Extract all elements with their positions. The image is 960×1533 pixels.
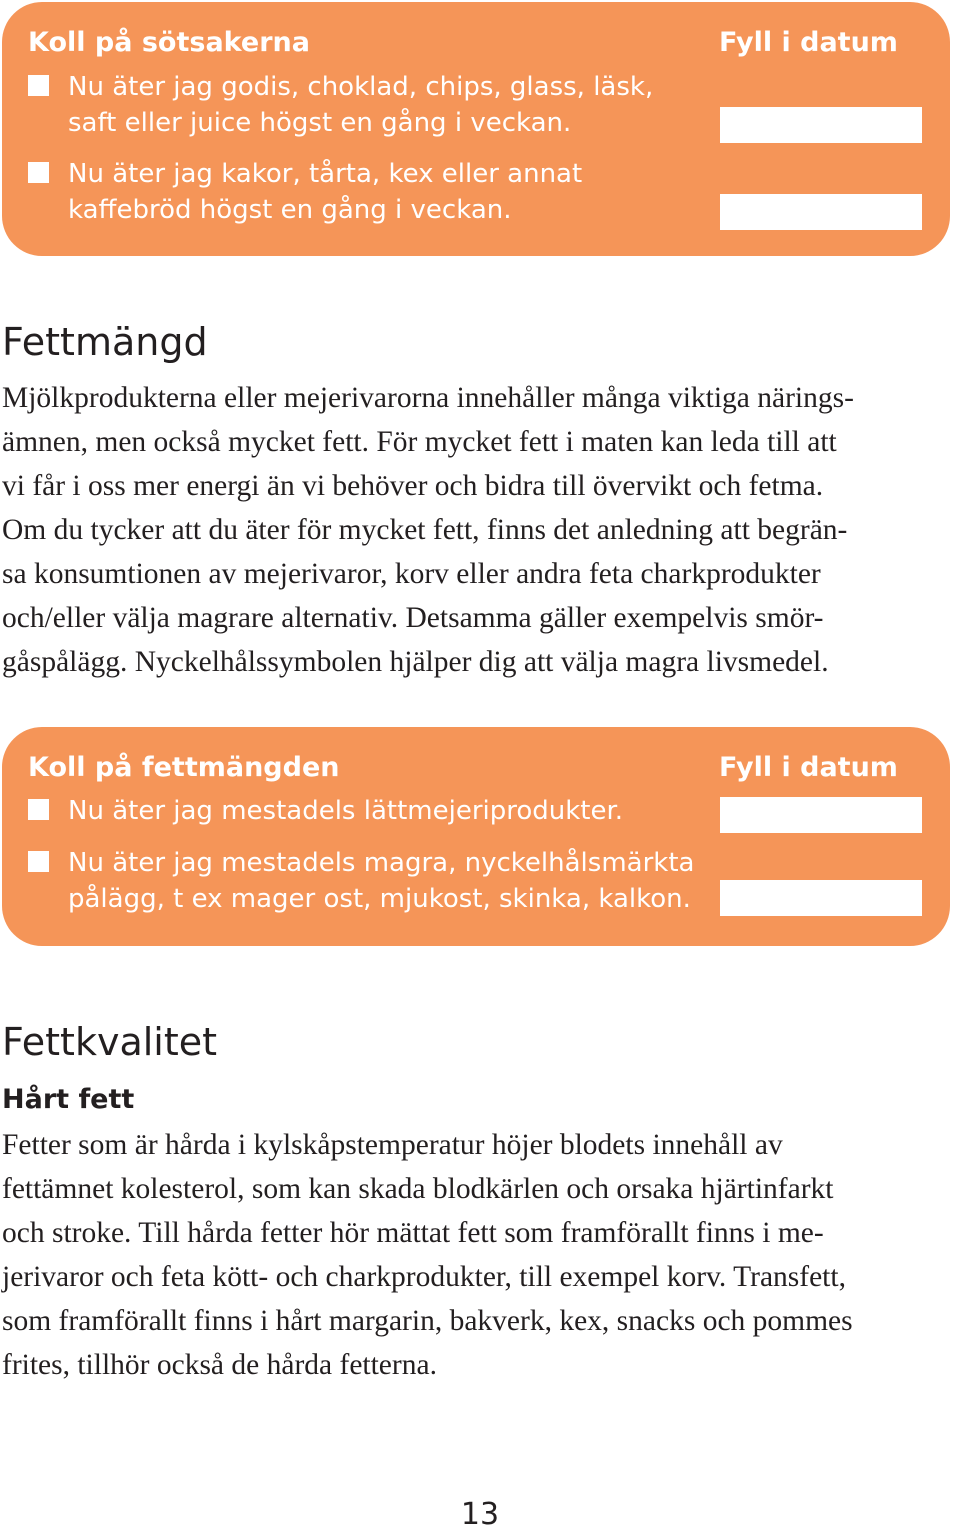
fat-box-title: Koll på fettmängden bbox=[28, 752, 340, 783]
paragraph-line: jerivaror och feta kött- och charkprodukter, till exempel korv. Transfett, bbox=[2, 1261, 846, 1293]
sweets-check-item bbox=[28, 69, 653, 141]
fat-amount-paragraph bbox=[2, 376, 954, 684]
paragraph-line: sa konsumtionen av mejerivaror, korv eller andra feta charkprodukter bbox=[2, 558, 821, 590]
sweets-box-title: Koll på sötsakerna bbox=[28, 27, 310, 58]
checkbox[interactable] bbox=[28, 799, 49, 820]
paragraph-line: ämnen, men också mycket fett. För mycket fett i maten kan leda till att bbox=[2, 426, 837, 458]
paragraph-line: gåspålägg. Nyckelhålssymbolen hjälper dig att välja magra livsmedel. bbox=[2, 646, 829, 678]
fat-amount-heading: Fettmängd bbox=[2, 320, 208, 364]
check-item-text: Nu äter jag kakor, tårta, kex eller annat kaffebröd högst en gång i veckan. bbox=[68, 159, 583, 225]
sweets-date-label: Fyll i datum bbox=[719, 27, 898, 58]
date-field[interactable] bbox=[720, 797, 922, 833]
check-item-text: Nu äter jag mestadels lättmejeriprodukter. bbox=[68, 796, 624, 826]
date-field[interactable] bbox=[720, 194, 922, 230]
fat-date-label: Fyll i datum bbox=[719, 752, 898, 783]
paragraph-line: Om du tycker att du äter för mycket fett, finns det anledning att begrän- bbox=[2, 514, 848, 546]
date-field[interactable] bbox=[720, 107, 922, 143]
paragraph-line: Fetter som är hårda i kylskåpstemperatur höjer blodets innehåll av bbox=[2, 1129, 783, 1161]
checkbox[interactable] bbox=[28, 75, 49, 96]
fat-quality-paragraph bbox=[2, 1123, 954, 1387]
fat-check-item bbox=[28, 845, 694, 917]
paragraph-line: och/eller välja magrare alternativ. Detsamma gäller exempelvis smör- bbox=[2, 602, 824, 634]
fat-quality-heading: Fettkvalitet bbox=[2, 1020, 218, 1064]
sweets-check-item bbox=[28, 156, 582, 228]
paragraph-line: och stroke. Till hårda fetter hör mättat fett som framförallt finns i me- bbox=[2, 1217, 824, 1249]
sweets-checklist-box bbox=[2, 2, 950, 256]
paragraph-line: vi får i oss mer energi än vi behöver och bidra till övervikt och fetma. bbox=[2, 470, 824, 502]
checkbox[interactable] bbox=[28, 851, 49, 872]
page-number: 13 bbox=[460, 1497, 500, 1532]
paragraph-line: fettämnet kolesterol, som kan skada blodkärlen och orsaka hjärtinfarkt bbox=[2, 1173, 834, 1205]
paragraph-line: Mjölkprodukterna eller mejerivarorna innehåller många viktiga närings- bbox=[2, 382, 854, 414]
check-item-text: Nu äter jag godis, choklad, chips, glass, läsk, saft eller juice högst en gång i veckan. bbox=[68, 72, 654, 138]
checkbox[interactable] bbox=[28, 162, 49, 183]
fat-check-item bbox=[28, 793, 623, 829]
check-item-text: Nu äter jag mestadels magra, nyckelhålsmärkta pålägg, t ex mager ost, mjukost, skinka, kalkon. bbox=[68, 848, 695, 914]
date-field[interactable] bbox=[720, 880, 922, 916]
fat-checklist-box bbox=[2, 727, 950, 946]
paragraph-line: frites, tillhör också de hårda fetterna. bbox=[2, 1349, 437, 1381]
paragraph-line: som framförallt finns i hårt margarin, bakverk, kex, snacks och pommes bbox=[2, 1305, 853, 1337]
hard-fat-subheading: Hårt fett bbox=[2, 1084, 135, 1115]
